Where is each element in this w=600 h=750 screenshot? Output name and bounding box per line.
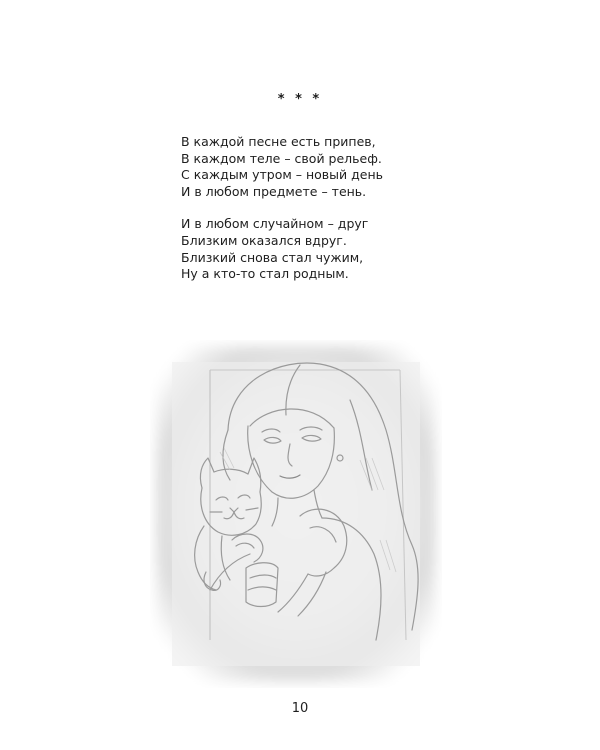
poem-line: В каждом теле – свой рельеф. [181,150,382,166]
poem-line: С каждым утром – новый день [181,167,384,183]
poem-line: И в любом предмете – тень. [181,183,367,199]
poem-line: Близким оказался вдруг. [181,232,347,248]
section-ornament: * * * [277,92,323,107]
pencil-sketch-illustration [150,340,442,688]
poem-line: Ну а кто-то стал родным. [181,266,349,282]
poem-line: В каждой песне есть припев, [181,134,376,149]
poem-stanza-2 [181,216,441,282]
page-number: 10 [291,701,309,716]
poem-line: Близкий снова стал чужим, [181,249,364,265]
poem [181,134,441,299]
poem-stanza-1 [181,134,441,200]
poem-line: И в любом случайном – друг [181,216,369,232]
sketch-girl-with-cat [150,340,442,688]
